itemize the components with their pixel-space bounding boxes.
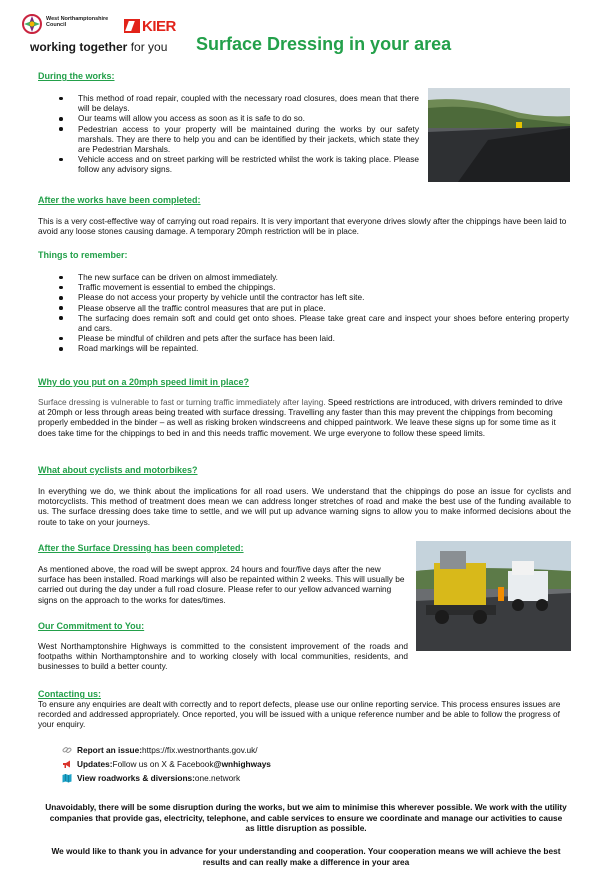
footer-disruption: Unavoidably, there will be some disruption during the works, but we aim to minimise this wherever possible. We work with the utility companies that provide gas, electricity, telephone, and cable services to ensure we coordinate and manage our activities to cause as little disruption as possible. (45, 802, 567, 833)
machinery-photo (416, 541, 571, 651)
list-item: Please be mindful of children and pets after the surface has been laid. (38, 333, 569, 343)
speed-heading: Why do you put on a 20mph speed limit in place? (38, 377, 250, 387)
after-works-text: This is a very cost-effective way of carrying out road repairs. It is very important that everyone drives slowly after the chippings have been laid to avoid any loose stones causing damage. A temporary 20mph restriction will be in place. (38, 216, 567, 237)
cyclists-text: In everything we do, we think about the implications for all road users. We understand that the chippings do pose an issue for cyclists and motorcyclists. This method of treatment does mean we can address longer stretches of road and make the best use of the funding available to us. The surface dressing does take time to settle, and we will put up advance warning signs to allow you to make informed decisions about the route to take on your journeys. (38, 486, 571, 527)
council-logo-icon (22, 14, 42, 34)
cyclists-heading: What about cyclists and motorbikes? (38, 465, 198, 475)
kier-logo-text: KIER (142, 17, 176, 35)
after-works-heading (38, 195, 201, 205)
after-works-heading-text: After the works have been completed (38, 195, 198, 205)
contact-updates (62, 759, 271, 769)
commitment-text: West Northamptonshire Highways is committed to the consistent improvement of the roads and footpaths within Northamptonshire and to working closely with local communities, residents, and businesses to build a better county. (38, 641, 408, 672)
after-dressing-text: As mentioned above, the road will be swept approx. 24 hours and four/five days after the new surface has been installed. Road markings will also be repainted within 2 weeks. This will usually be carried out during the day under a full road closure. Please refer to our yellow advanced warning signs on the approach to the works for dates/times. (38, 564, 405, 605)
map-icon (62, 773, 72, 783)
speed-text (38, 397, 571, 438)
contacting-text: To ensure any enquiries are dealt with correctly and to report defects, please use our online reporting service. This process ensures issues are recorded and addressed appropriately. Once reported, you will be issued with a unique reference number and be able to follow the progress of your enquiry. (38, 699, 561, 730)
machinery-photo-graphic (416, 541, 571, 651)
list-item: Traffic movement is essential to embed the chippings. (38, 282, 569, 292)
tagline-rest: for you (130, 40, 168, 54)
list-item: This method of road repair, coupled with the necessary road closures, does mean that there will be delays. (38, 93, 419, 113)
contacting-heading: Contacting us: (38, 689, 101, 699)
contact-roadworks (62, 773, 240, 783)
contact-roadworks-url[interactable]: one.network (194, 773, 241, 783)
contact-report (62, 745, 258, 755)
footer-thanks: We would like to thank you in advance for your understanding and cooperation. Your cooperation means we will achieve the best results and can really make a difference in your area (51, 846, 561, 867)
contact-report-label: Report an issue: (77, 745, 143, 755)
commitment-heading: Our Commitment to You: (38, 621, 145, 631)
council-name: West Northamptonshire Council (46, 16, 109, 28)
tagline-bold: working together (30, 40, 128, 54)
contact-updates-text: Follow us on X & Facebook (112, 759, 214, 769)
contact-report-url[interactable]: https://fix.westnorthants.gov.uk/ (142, 745, 258, 755)
during-heading: During the works: (38, 71, 115, 81)
remember-list (38, 272, 569, 354)
after-works-heading-colon: : (197, 195, 201, 205)
list-item: The new surface can be driven on almost immediately. (38, 272, 569, 282)
after-dressing-heading: After the Surface Dressing has been completed: (38, 543, 244, 553)
list-item: The surfacing does remain soft and could get onto shoes. Please take great care and inspect your shoes before entering property and cars. (38, 313, 569, 333)
megaphone-icon (62, 759, 72, 769)
during-list (38, 93, 419, 175)
list-item: Please do not access your property by vehicle until the contractor has left site. (38, 292, 569, 302)
kier-logo (124, 16, 176, 36)
list-item: Road markings will be repainted. (38, 343, 569, 353)
speed-body: Speed restrictions are introduced, with drivers reminded to drive at 20mph or less through areas being treated with surface dressing. Travelling any faster than this may prevent the chippings from becoming properly embedded in the binder – as well as risking broken windscreens and chipped paintwork. We leave these signs up for some time as it does take time for the chippings to bed in and this needs traffic movement. We urge everyone to follow these speed limits. (38, 397, 563, 438)
contact-roadworks-label: View roadworks & diversions: (77, 773, 195, 783)
page-title: Surface Dressing in your area (196, 34, 452, 54)
link-icon (62, 745, 72, 755)
contact-updates-label: Updates: (77, 759, 113, 769)
remember-heading: Things to remember: (38, 250, 128, 260)
speed-lead: Surface dressing is vulnerable to fast or turning traffic immediately after laying. (38, 397, 326, 407)
list-item: Vehicle access and on street parking will be restricted whilst the work is taking place. Please follow any advisory signs. (38, 154, 419, 174)
kier-flag-icon (124, 19, 140, 33)
list-item: Pedestrian access to your property will be maintained during the works by our safety marshals. They are there to help you and can be identified by their jackets, which state they are Pedestrian Marshals. (38, 124, 419, 155)
contact-updates-handle[interactable]: @wnhighways (213, 759, 271, 769)
logo-block (22, 12, 202, 54)
road-photo-graphic (428, 88, 570, 182)
road-photo (428, 88, 570, 182)
list-item: Please observe all the traffic control measures that are put in place. (38, 303, 569, 313)
tagline (30, 40, 167, 54)
list-item: Our teams will allow you access as soon as it is safe to do so. (38, 113, 419, 123)
